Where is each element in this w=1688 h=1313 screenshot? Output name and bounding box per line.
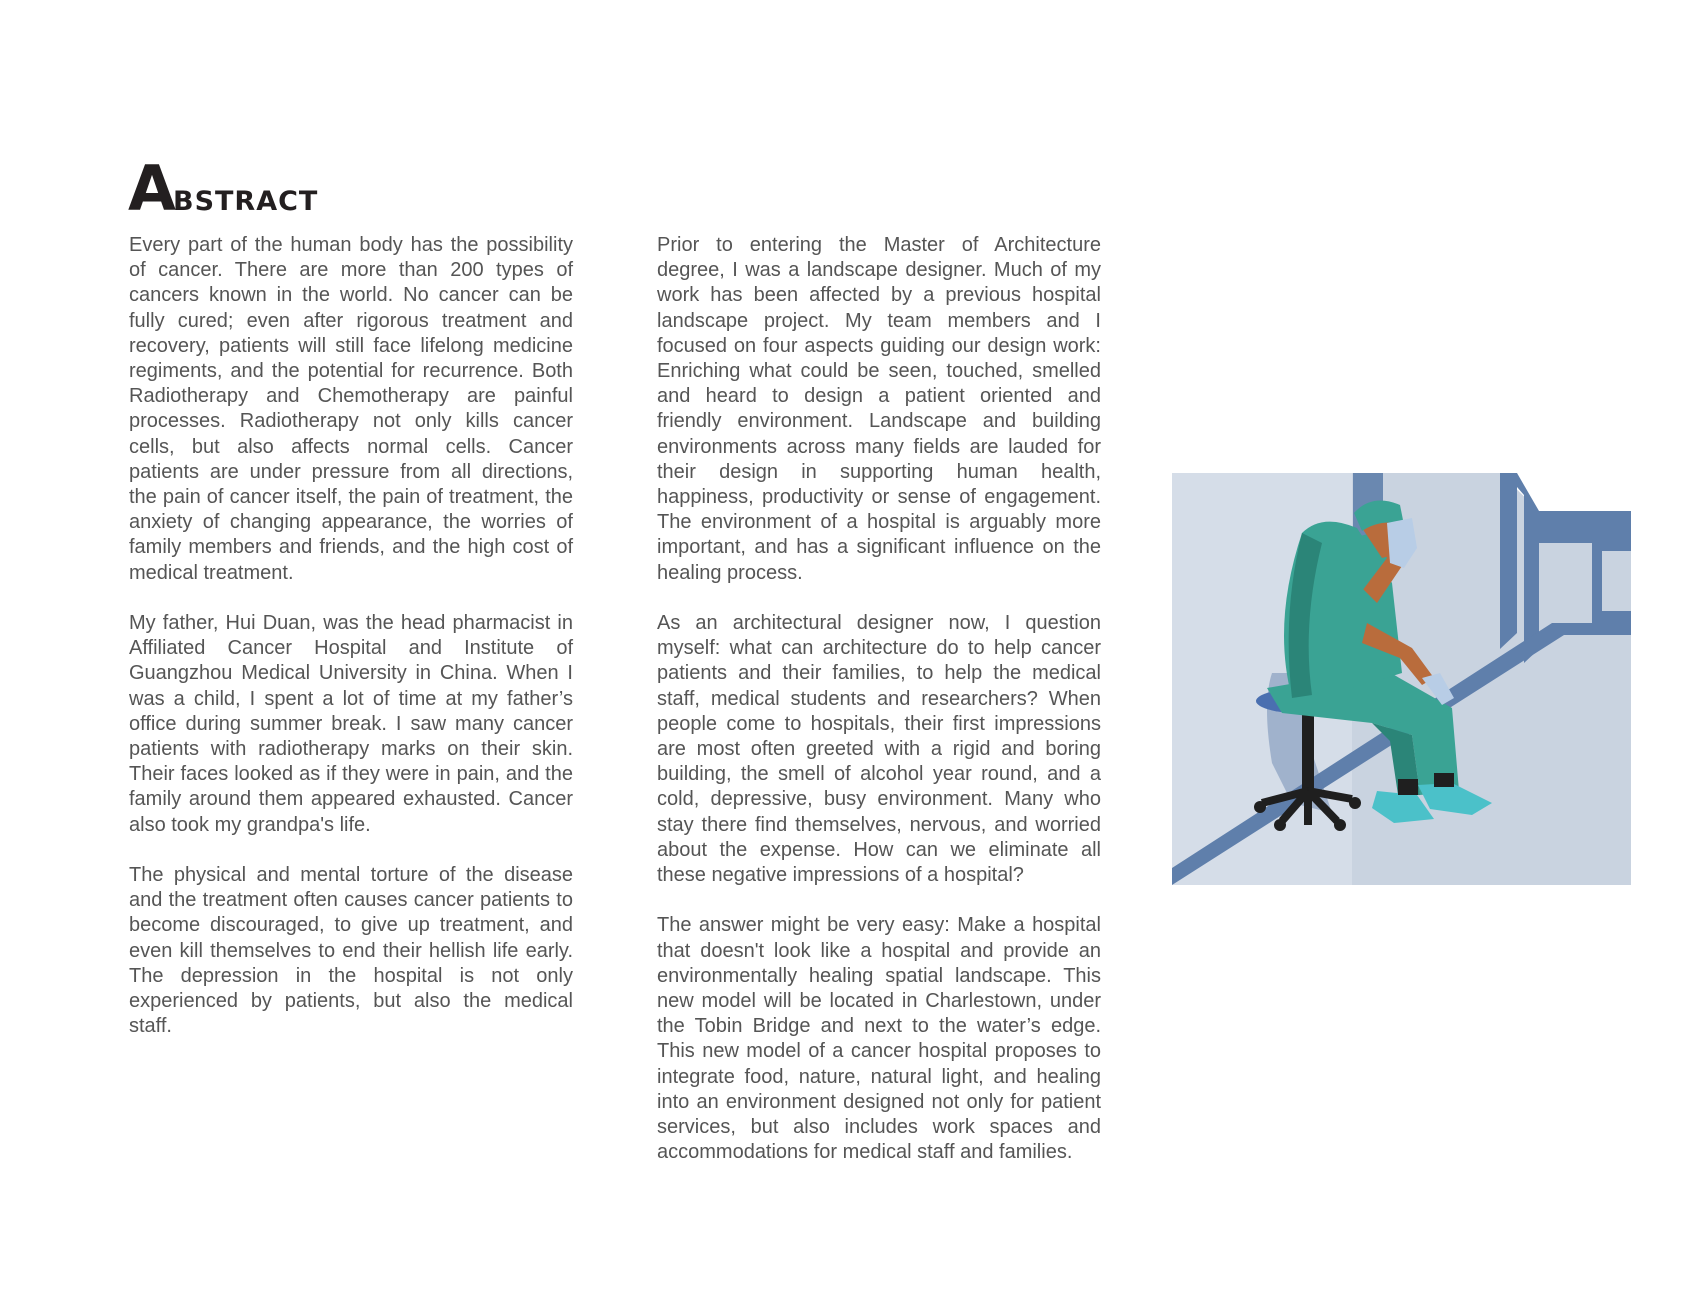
paragraph: My father, Hui Duan, was the head pharmacist in Affiliated Cancer Hospital and Institute of Guangzhou Medical University in China. When I was a child, I spent a lot of time at my father’s office during summer break. I saw many cancer patients with radiotherapy marks on their skin. Their faces looked as if they were in pain, and the family around them appeared exhausted. Cancer also took my grandpa's life. bbox=[129, 612, 573, 836]
paragraph: The physical and mental torture of the disease and the treatment often causes cancer patients to become discouraged, to give up treatment, and even kill themselves to end their hellish life early. The depression in the hospital is not only experienced by patients, but also the medical staff. bbox=[129, 864, 573, 1038]
paragraph: Prior to entering the Master of Architecture degree, I was a landscape designer. Much of my work has been affected by a previous hospital landscape project. My team members and I focused on four aspects guiding our design work: Enriching what could be seen, touched, smelled and heard to design a patient oriented and friendly environment. Landscape and building environments across many fields are lauded for their design in supporting human health, happiness, productivity or sense of engagement. The environment of a hospital is arguably more important, and has a significant influence on the healing process. bbox=[657, 234, 1101, 584]
doctor-illustration bbox=[1172, 473, 1631, 885]
paragraph: Every part of the human body has the possibility of cancer. There are more than 200 types of cancers known in the world. No cancer can be fully cured; even after rigorous treatment and recovery, patients will still face lifelong medicine regiments, and the potential for recurrence. Both Radiotherapy and Chemotherapy are painful processes. Radiotherapy not only kills cancer cells, but also affects normal cells. Cancer patients are under pressure from all directions, the pain of cancer itself, the pain of treatment, the anxiety of changing appearance, the worries of family members and friends, and the high cost of medical treatment. bbox=[129, 234, 573, 584]
abstract-column-left bbox=[129, 233, 573, 1065]
stool-wheel bbox=[1274, 819, 1286, 831]
wall-door-inner bbox=[1602, 551, 1631, 611]
stool-wheel bbox=[1349, 797, 1361, 809]
page-title bbox=[128, 152, 319, 225]
stool-wheel bbox=[1254, 801, 1266, 813]
title-initial: A bbox=[128, 152, 173, 225]
paragraph: As an architectural designer now, I question myself: what can architecture do to help cancer patients and their families, to help the medical staff, medical students and researchers? When people come to hospitals, their first impressions are most often greeted with a rigid and boring building, the smell of alcohol year round, and a cold, depressive, busy environment. Many who stay there find themselves, nervous, and worried about the expense. How can we eliminate all these negative impressions of a hospital? bbox=[657, 612, 1101, 887]
stool-post bbox=[1302, 703, 1314, 793]
title-rest: bstract bbox=[172, 175, 319, 219]
sock bbox=[1434, 773, 1454, 787]
sock bbox=[1398, 779, 1418, 795]
wall-stripe-right bbox=[1500, 473, 1517, 649]
stool-wheel bbox=[1334, 819, 1346, 831]
paragraph: The answer might be very easy: Make a hospital that doesn't look like a hospital and provide an environmentally healing spatial landscape. This new model will be located in Charlestown, under the Tobin Bridge and next to the water’s edge. This new model of a cancer hospital proposes to integrate food, nature, natural light, and healing into an environment designed not only for patient services, but also includes work spaces and accommodations for medical staff and families. bbox=[657, 914, 1101, 1164]
doctor-illustration-svg bbox=[1172, 473, 1631, 885]
abstract-column-right bbox=[657, 233, 1101, 1191]
